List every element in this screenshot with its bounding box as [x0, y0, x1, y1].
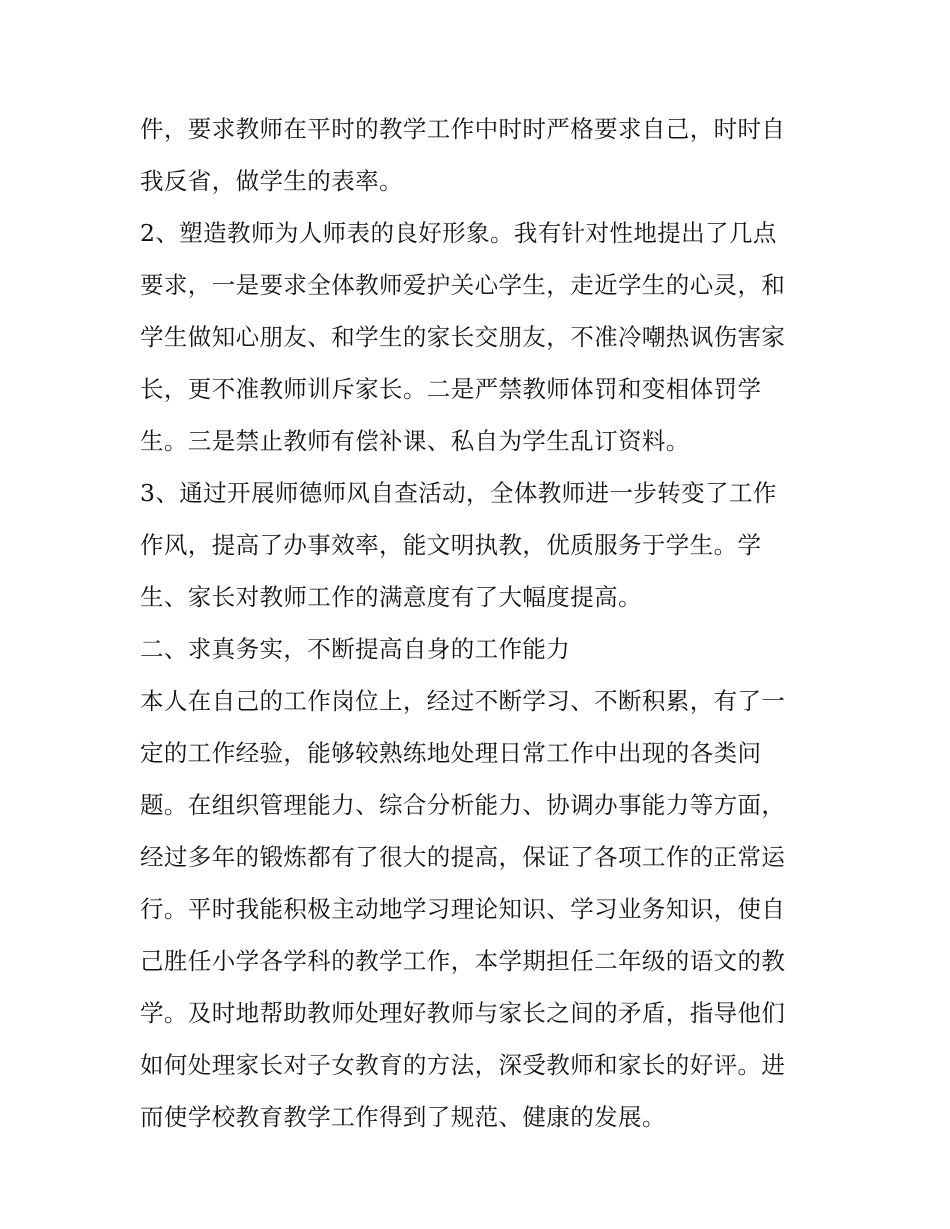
- text-line: 经过多年的锻炼都有了很大的提高，保证了各项工作的正常运: [140, 843, 786, 871]
- text-line: 学生做知心朋友、和学生的家长交朋友，不准冷嘲热讽伤害家: [140, 323, 786, 351]
- text-line: 而使学校教育教学工作得到了规范、健康的发展。: [140, 1103, 666, 1131]
- text-line: 定的工作经验，能够较熟练地处理日常工作中出现的各类问: [140, 739, 762, 767]
- text-line: 作风，提高了办事效率，能文明执教，优质服务于学生。学: [140, 531, 762, 559]
- text-line: 如何处理家长对子女教育的方法，深受教师和家长的好评。进: [140, 1051, 786, 1079]
- text-line: 学。及时地帮助教师处理好教师与家长之间的矛盾，指导他们: [140, 999, 786, 1027]
- text-line: 本人在自己的工作岗位上，经过不断学习、不断积累，有了一: [140, 687, 786, 715]
- text-line: 长，更不准教师训斥家长。二是严禁教师体罚和变相体罚学: [140, 375, 762, 403]
- text-line: 件，要求教师在平时的教学工作中时时严格要求自己，时时自: [140, 115, 786, 143]
- text-line: 行。平时我能积极主动地学习理论知识、学习业务知识，使自: [140, 895, 786, 923]
- text-line: 生。三是禁止教师有偿补课、私自为学生乱订资料。: [140, 427, 690, 455]
- text-line: 3、通过开展师德师风自查活动，全体教师进一步转变了工作: [140, 479, 777, 507]
- document-body: [140, 103, 820, 1143]
- text-line: 己胜任小学各学科的教学工作，本学期担任二年级的语文的教: [140, 947, 786, 975]
- text-line: 我反省，做学生的表率。: [140, 167, 403, 195]
- text-line: 题。在组织管理能力、综合分析能力、协调办事能力等方面，: [140, 791, 786, 819]
- text-line: 生、家长对教师工作的满意度有了大幅度提高。: [140, 583, 642, 611]
- text-line: 要求，一是要求全体教师爱护关心学生，走近学生的心灵，和: [140, 271, 786, 299]
- text-line: 2、塑造教师为人师表的良好形象。我有针对性地提出了几点: [140, 219, 777, 247]
- section-heading: 二、求真务实，不断提高自身的工作能力: [140, 635, 571, 663]
